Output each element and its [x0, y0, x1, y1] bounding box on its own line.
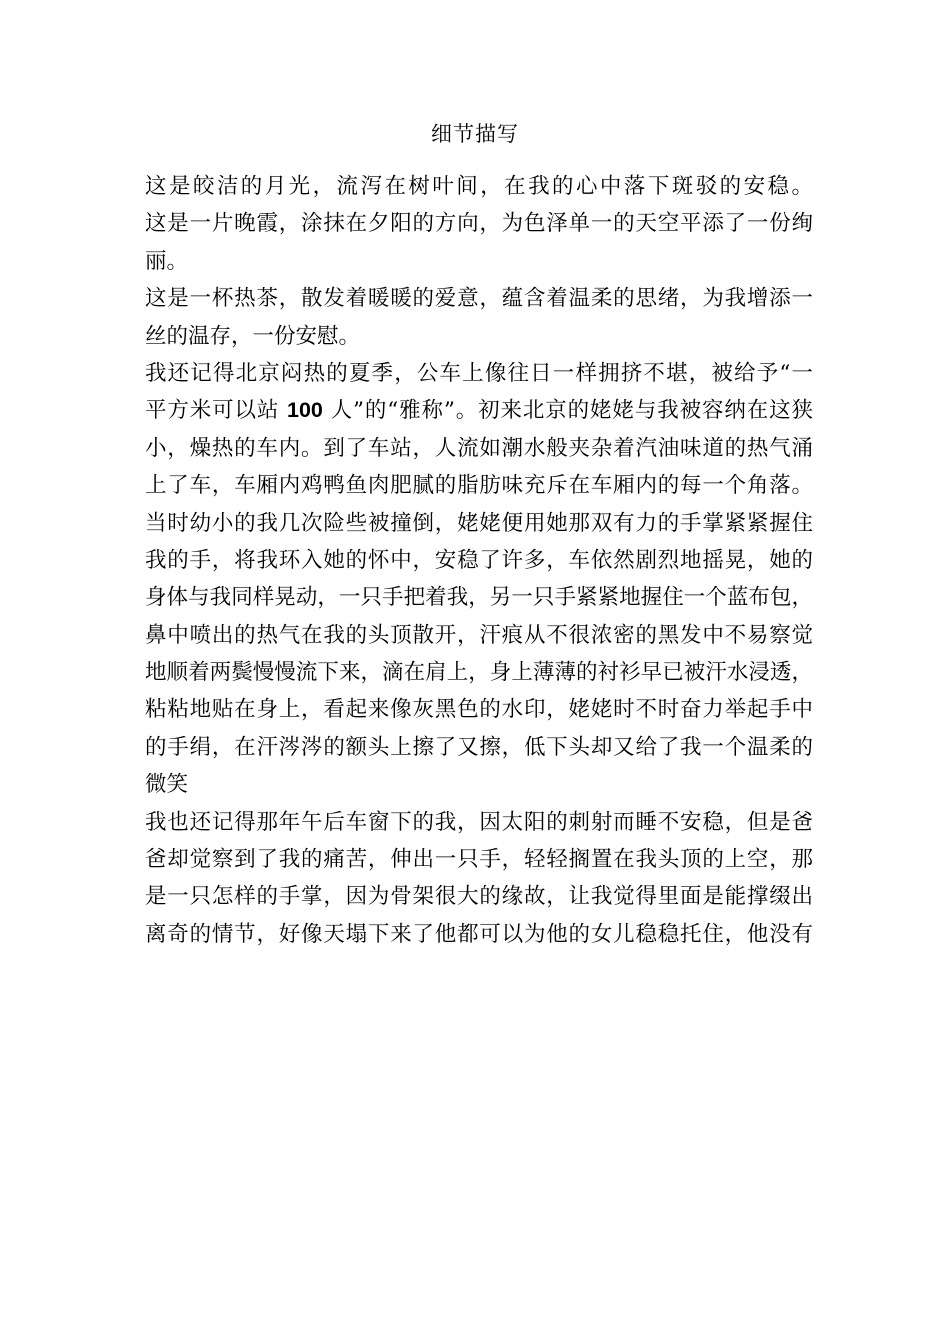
- text-line: 身体与我同样晃动，一只手把着我，另一只手紧紧地握住一个蓝布包，: [145, 585, 813, 611]
- text-line: 当时幼小的我几次险些被撞倒，姥姥便用她那双有力的手掌紧紧握住: [145, 510, 813, 536]
- text-line: 这是一片晚霞，涂抹在夕阳的方向，为色泽单一的天空平添了一份绚: [145, 211, 813, 237]
- text-line: 鼻中喷出的热气在我的头顶散开，汗痕从不很浓密的黑发中不易察觉: [145, 622, 813, 648]
- text-segment: 平方米可以站: [145, 398, 288, 424]
- document-body: [145, 168, 813, 953]
- text-line: 我还记得北京闷热的夏季，公车上像往日一样拥挤不堪，被给予“一: [145, 360, 813, 386]
- text-line: 是一只怎样的手掌，因为骨架很大的缘故，让我觉得里面是能撑缀出: [145, 884, 813, 910]
- text-segment: 人”的“雅称”。初来北京的姥姥与我被容纳在这狭: [322, 398, 813, 424]
- text-line: 小，燥热的车内。到了车站，人流如潮水般夹杂着汽油味道的热气涌: [145, 435, 813, 461]
- text-line: 这是一杯热茶，散发着暖暖的爱意，蕴含着温柔的思绪，为我增添一: [145, 286, 813, 312]
- text-line: 我也还记得那年午后车窗下的我，因太阳的刺射而睡不安稳，但是爸: [145, 809, 813, 835]
- text-line: 这是皎洁的月光，流泻在树叶间，在我的心中落下斑驳的安稳。: [145, 174, 813, 199]
- text-line: 丽。: [145, 248, 189, 274]
- text-line: 上了车，车厢内鸡鸭鱼肉肥腻的脂肪味充斥在车厢内的每一个角落。: [145, 473, 813, 499]
- text-line: 丝的温存，一份安慰。: [145, 323, 361, 349]
- document-title: 细节描写: [431, 122, 519, 146]
- text-line: 的手绢，在汗涔涔的额头上擦了又擦，低下头却又给了我一个温柔的: [145, 734, 813, 760]
- text-line: [145, 392, 813, 429]
- bold-number: 100: [287, 398, 323, 423]
- text-line: 爸却觉察到了我的痛苦，伸出一只手，轻轻搁置在我头顶的上空，那: [145, 847, 813, 873]
- text-line: 我的手，将我环入她的怀中，安稳了许多，车依然剧烈地摇晃，她的: [145, 547, 813, 573]
- text-line: 离奇的情节，好像天塌下来了他都可以为他的女儿稳稳托住，他没有: [145, 921, 813, 947]
- text-line: 微笑: [145, 772, 189, 798]
- text-line: 地顺着两鬓慢慢流下来，滴在肩上，身上薄薄的衬衫早已被汗水浸透，: [145, 660, 813, 686]
- text-line: 粘粘地贴在身上，看起来像灰黑色的水印，姥姥时不时奋力举起手中: [145, 697, 813, 723]
